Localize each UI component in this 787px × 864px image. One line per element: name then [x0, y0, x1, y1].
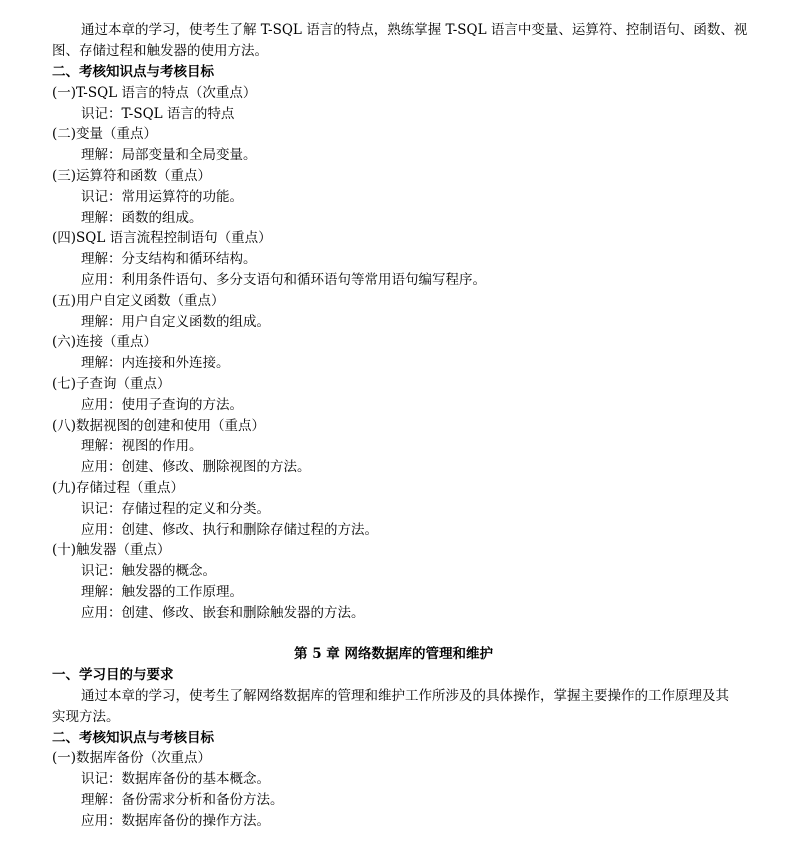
knowledge-point-goal: 识记：常用运算符的功能。 — [81, 189, 243, 205]
chapter-intro-line: 实现方法。 — [52, 709, 120, 725]
knowledge-point-goal: 识记：数据库备份的基本概念。 — [81, 771, 270, 787]
knowledge-point-goal: 应用：利用条件语句、多分支语句和循环语句等常用语句编写程序。 — [81, 272, 486, 288]
knowledge-point-heading: (一)T-SQL 语言的特点（次重点） — [52, 85, 257, 101]
knowledge-point-heading: (六)连接（重点） — [52, 334, 158, 350]
knowledge-point-heading: (三)运算符和函数（重点） — [52, 168, 212, 184]
knowledge-point-goal: 应用：使用子查询的方法。 — [81, 397, 243, 413]
section-heading: 二、考核知识点与考核目标 — [52, 730, 214, 746]
knowledge-point-heading: (八)数据视图的创建和使用（重点） — [52, 418, 266, 434]
knowledge-point-goal: 理解：分支结构和循环结构。 — [81, 251, 257, 267]
knowledge-point-goal: 应用：创建、修改、执行和删除存储过程的方法。 — [81, 522, 378, 538]
knowledge-point-goal: 理解：视图的作用。 — [81, 438, 203, 454]
knowledge-point-goal: 理解：函数的组成。 — [81, 210, 203, 226]
knowledge-point-goal: 理解：备份需求分析和备份方法。 — [81, 792, 284, 808]
knowledge-point-goal: 应用：创建、修改、嵌套和删除触发器的方法。 — [81, 605, 365, 621]
knowledge-point-heading: (九)存储过程（重点） — [52, 480, 185, 496]
section-heading: 一、学习目的与要求 — [52, 667, 174, 683]
knowledge-point-heading: (一)数据库备份（次重点） — [52, 750, 212, 766]
chapter-intro-line: 通过本章的学习，使考生了解网络数据库的管理和维护工作所涉及的具体操作，掌握主要操作的工作原理及其 — [81, 688, 729, 704]
knowledge-point-goal: 应用：数据库备份的操作方法。 — [81, 813, 270, 829]
intro-paragraph-line: 通过本章的学习，使考生了解 T-SQL 语言的特点，熟练掌握 T-SQL 语言中变量、运算符、控制语句、函数、视 — [81, 22, 748, 38]
knowledge-point-heading: (五)用户自定义函数（重点） — [52, 293, 225, 309]
knowledge-point-heading: (二)变量（重点） — [52, 126, 158, 142]
section-heading: 二、考核知识点与考核目标 — [52, 64, 214, 80]
knowledge-point-goal: 识记：触发器的概念。 — [81, 563, 216, 579]
knowledge-point-heading: (四)SQL 语言流程控制语句（重点） — [52, 230, 272, 246]
chapter-title: 第 5 章 网络数据库的管理和维护 — [294, 646, 493, 662]
knowledge-point-goal: 理解：用户自定义函数的组成。 — [81, 314, 270, 330]
knowledge-point-heading: (十)触发器（重点） — [52, 542, 171, 558]
intro-paragraph-line: 图、存储过程和触发器的使用方法。 — [52, 43, 268, 59]
knowledge-point-goal: 理解：局部变量和全局变量。 — [81, 147, 257, 163]
knowledge-point-goal: 识记：T-SQL 语言的特点 — [81, 106, 235, 122]
knowledge-point-goal: 识记：存储过程的定义和分类。 — [81, 501, 270, 517]
knowledge-point-goal: 理解：内连接和外连接。 — [81, 355, 230, 371]
knowledge-point-heading: (七)子查询（重点） — [52, 376, 171, 392]
knowledge-point-goal: 理解：触发器的工作原理。 — [81, 584, 243, 600]
knowledge-point-goal: 应用：创建、修改、删除视图的方法。 — [81, 459, 311, 475]
